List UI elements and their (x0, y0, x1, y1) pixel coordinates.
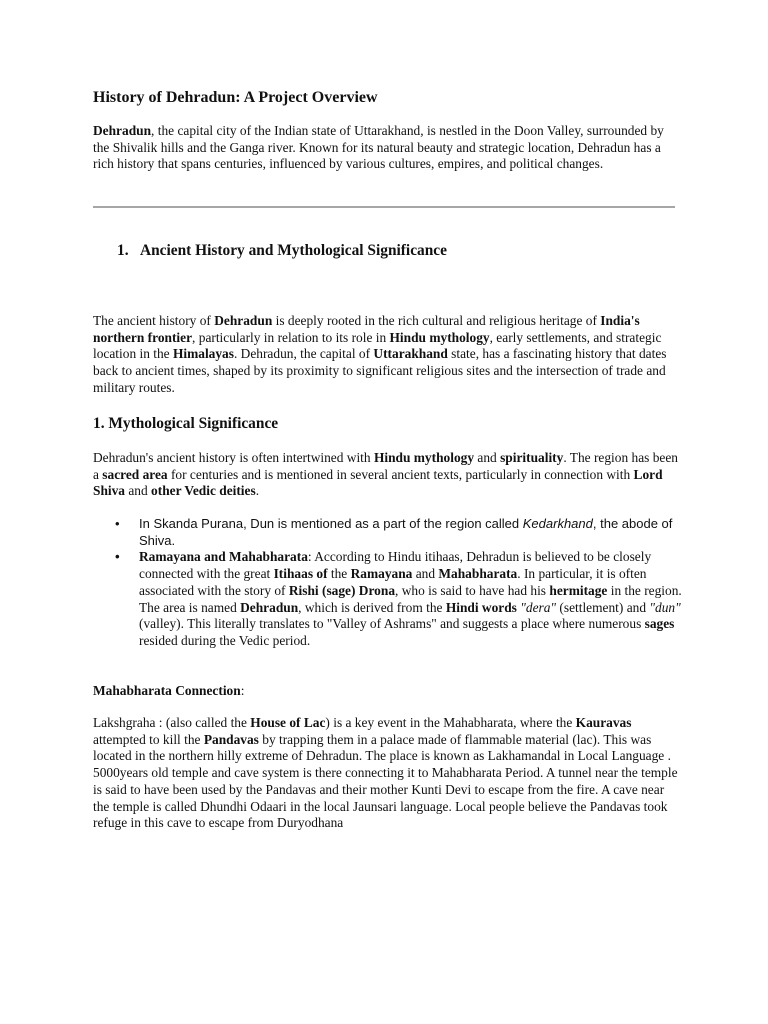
ram-text-9: (settlement) and (556, 599, 650, 615)
myth-bold-3: sacred area (102, 466, 168, 482)
ancient-bold-4: Himalayas (172, 346, 234, 362)
ram-bold-7: Dehradun (240, 599, 299, 615)
ram-text-5: , who is said to have had his (395, 582, 550, 598)
myth-bold-5: other Vedic deities (151, 483, 256, 499)
lak-text-4: by trapping them in a palace made of flammable material (lac). This was located in the northern hilly extreme of Dehradun. The place is known as Lakhamandal in Local Language . 5000years old temple and cave system is there connecting it to Mahabharata Period. A tunnel near the temple is said to have been used by the Pandavas and their mother Kunti Devi to escape from the fire. A cave near the temple is called Dhundhi Odaari in the local Jaunsari language. Local people believe the Pandavas took refuge in this cave to escape from Duryodhana (93, 731, 678, 831)
lak-text-3: attempted to kill the (93, 731, 204, 747)
ram-bold-8: Hindi words (445, 599, 517, 615)
list-item-skanda-purana (93, 516, 683, 549)
list-item-ramayana-mahabharata (93, 549, 683, 649)
ram-bold-5: Rishi (sage) Drona (288, 582, 396, 598)
myth-bold-2: spirituality (500, 450, 564, 465)
lak-bold-3: Pandavas (203, 731, 259, 747)
ancient-bold-2: India's northern frontier (93, 313, 640, 345)
ancient-text-3: , particularly in relation to its role in (192, 329, 390, 345)
lak-bold-1: House of Lac (250, 715, 326, 730)
mahabharata-label-bold: Mahabharata Connection (93, 683, 241, 698)
myth-text-3: . The region has been a (93, 450, 678, 482)
ram-text-3: and (412, 566, 439, 582)
myth-text-5: and (125, 483, 152, 499)
lak-bold-2: Kauravas (575, 715, 632, 730)
mythological-paragraph (93, 450, 683, 500)
ancient-text-1: The ancient history of (93, 313, 215, 328)
ram-bold-2: Itihaas of (273, 566, 328, 582)
ancient-text-6: state, has a fascinating history that dates back to ancient times, shaped by its proximity to significant religious sites and the intersection of trade and military routes. (93, 346, 667, 395)
myth-text-2: and (474, 450, 501, 465)
ancient-bold-1: Dehradun (214, 313, 273, 328)
ram-bold-9: sages (644, 616, 675, 632)
skanda-text-2: , the abode of Shiva. (139, 516, 673, 548)
ram-bold-3: Ramayana (350, 566, 413, 582)
ancient-bold-3: Hindu mythology (389, 329, 490, 345)
ram-text-2: the (327, 566, 351, 582)
myth-bold-4: Lord Shiva (93, 466, 663, 499)
intro-bold-dehradun: Dehradun (93, 123, 152, 138)
lakshgraha-paragraph (93, 715, 683, 832)
ancient-bold-5: Uttarakhand (373, 346, 448, 362)
ancient-history-paragraph (93, 313, 683, 397)
myth-text-6: . (255, 483, 260, 499)
horizontal-divider (93, 206, 675, 208)
mythology-bullet-list (93, 516, 683, 650)
ancient-text-4: , early settlements, and strategic location in the (93, 329, 662, 362)
skanda-italic-kedarkhand: Kedarkhand (522, 516, 593, 531)
ram-bold-1: Ramayana and Mahabharata (139, 549, 308, 565)
section-number: 1. (117, 242, 129, 259)
section-heading-text: Ancient History and Mythological Significance (140, 242, 447, 259)
ancient-text-5: . Dehradun, the capital of (233, 346, 374, 362)
intro-paragraph (93, 123, 683, 173)
mythological-significance-heading: 1. Mythological Significance (93, 415, 279, 432)
lak-text-2: ) is a key event in the Mahabharata, where the (325, 715, 576, 730)
mahabharata-label-colon: : (240, 683, 245, 698)
page-title: History of Dehradun: A Project Overview (93, 89, 378, 106)
myth-text-4: for centuries and is mentioned in several ancient texts, particularly in connection with (167, 466, 634, 482)
ram-italic-dera: "dera" (520, 599, 557, 615)
ram-text-10: (valley). This literally translates to "Valley of Ashrams" and suggests a place where numerous (139, 616, 645, 632)
ram-text-1: : According to Hindu itihaas, Dehradun is believed to be closely connected with the great (139, 549, 652, 582)
ram-text-7: , which is derived from the (298, 599, 446, 615)
ram-bold-6: hermitage (549, 582, 608, 598)
myth-text-1: Dehradun's ancient history is often intertwined with (93, 450, 374, 465)
intro-text: , the capital city of the Indian state of Uttarakhand, is nestled in the Doon Valley, surrounded by the Shivalik hills and the Ganga river. Known for its natural beauty and strategic location, Dehradun has a rich history that spans centuries, influenced by various cultures, empires, and political changes. (93, 123, 664, 172)
section-heading-ancient-history (117, 241, 447, 261)
skanda-text-1: In Skanda Purana, Dun is mentioned as a part of the region called (139, 516, 523, 531)
ram-bold-4: Mahabharata (438, 566, 518, 582)
mahabharata-connection-label (93, 683, 683, 700)
ancient-text-2: is deeply rooted in the rich cultural and religious heritage of (272, 313, 601, 328)
ram-text-4: . In particular, it is often associated with the story of (139, 566, 647, 598)
lak-text-1: Lakshgraha : (also called the (93, 715, 251, 730)
ram-italic-dun: "dun" (649, 599, 681, 615)
myth-bold-1: Hindu mythology (373, 450, 475, 465)
ram-text-6: in the region. The area is named (139, 582, 682, 615)
ram-text-11: resided during the Vedic period. (139, 632, 311, 648)
